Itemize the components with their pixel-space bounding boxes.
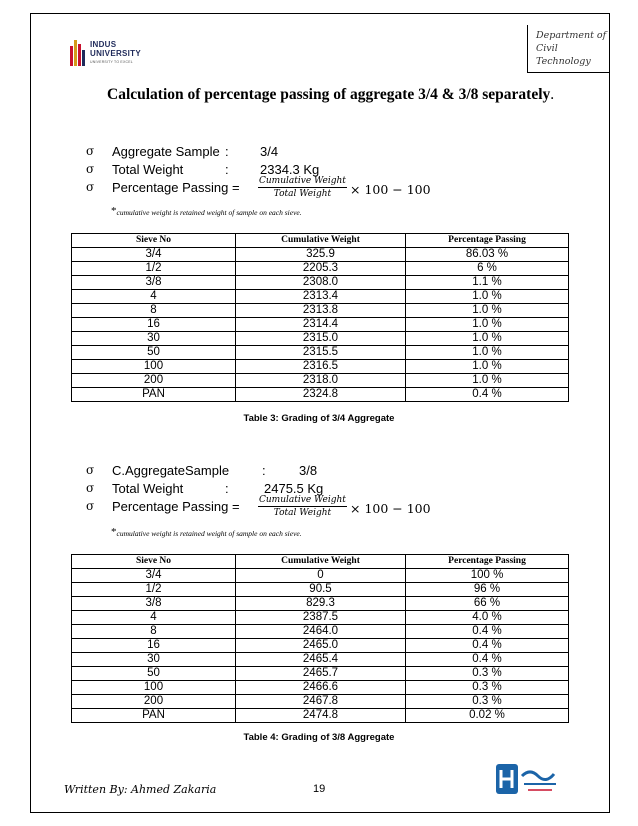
cell-percentage-passing: 100 % — [406, 569, 569, 583]
cell-percentage-passing: 6 % — [406, 262, 569, 276]
formula-tail: × 100 − 100 — [350, 182, 431, 197]
logo-tagline: UNIVERSITY TO EXCEL — [90, 60, 133, 64]
cell-cumulative-weight: 0 — [236, 569, 406, 583]
formula-fraction — [258, 176, 347, 200]
page-title — [107, 86, 554, 104]
table-header-row — [72, 555, 569, 569]
param-colon: : — [225, 481, 229, 496]
formula-denominator: Total Weight — [273, 508, 332, 518]
cell-cumulative-weight: 2465.0 — [236, 639, 406, 653]
cell-percentage-passing: 1.0 % — [406, 290, 569, 304]
table-row — [72, 290, 569, 304]
cell-cumulative-weight: 2465.7 — [236, 667, 406, 681]
cell-cumulative-weight: 2316.5 — [236, 360, 406, 374]
cell-sieve-no: 3/8 — [72, 597, 236, 611]
cell-cumulative-weight: 2467.8 — [236, 695, 406, 709]
cell-cumulative-weight: 2466.6 — [236, 681, 406, 695]
cell-cumulative-weight: 90.5 — [236, 583, 406, 597]
formula-label: Percentage Passing = — [112, 499, 240, 514]
table-row — [72, 639, 569, 653]
department-box — [527, 25, 610, 73]
cell-percentage-passing: 1.0 % — [406, 304, 569, 318]
bullet-icon: σ — [86, 499, 95, 513]
cell-cumulative-weight: 2315.0 — [236, 332, 406, 346]
cell-percentage-passing: 86.03 % — [406, 248, 569, 262]
table-row — [72, 304, 569, 318]
page-title-text: Calculation of percentage passing of aggregate 3/4 & 3/8 separately — [107, 86, 551, 103]
table-row — [72, 695, 569, 709]
note-asterisk: * — [111, 205, 117, 217]
cell-cumulative-weight: 2318.0 — [236, 374, 406, 388]
cell-cumulative-weight: 2313.8 — [236, 304, 406, 318]
cell-sieve-no: 8 — [72, 625, 236, 639]
table-row — [72, 388, 569, 402]
company-logo-icon — [494, 760, 564, 800]
cell-sieve-no: 1/2 — [72, 583, 236, 597]
page-title-period: . — [550, 86, 555, 103]
cell-percentage-passing: 0.3 % — [406, 695, 569, 709]
table-row — [72, 611, 569, 625]
logo-line1: INDUS — [90, 40, 117, 49]
cell-percentage-passing: 1.0 % — [406, 332, 569, 346]
formula-denominator: Total Weight — [273, 189, 332, 199]
cell-cumulative-weight: 2465.4 — [236, 653, 406, 667]
param-value: 2334.3 Kg — [260, 162, 320, 177]
cell-cumulative-weight: 2387.5 — [236, 611, 406, 625]
cell-sieve-no: 4 — [72, 611, 236, 625]
formula-numerator: Cumulative Weight — [259, 176, 346, 186]
cell-sieve-no: PAN — [72, 709, 236, 723]
cell-sieve-no: 200 — [72, 695, 236, 709]
cell-percentage-passing: 0.02 % — [406, 709, 569, 723]
table-row — [72, 583, 569, 597]
cell-sieve-no: 200 — [72, 374, 236, 388]
cell-percentage-passing: 0.3 % — [406, 681, 569, 695]
table-caption: Table 4: Grading of 3/8 Aggregate — [243, 732, 395, 743]
note-text: cumulative weight is retained weight of sample on each sieve. — [116, 529, 302, 538]
table-row — [72, 709, 569, 723]
table-row — [72, 681, 569, 695]
param-value: 3/8 — [299, 463, 318, 478]
cell-cumulative-weight: 2313.4 — [236, 290, 406, 304]
table-row — [72, 318, 569, 332]
bullet-icon: σ — [86, 481, 95, 495]
header-sieve-no: Sieve No — [72, 555, 236, 569]
footer-author: Written By: Ahmed Zakaria — [64, 783, 217, 796]
param-label: Total Weight — [112, 162, 184, 177]
department-line: Department of — [536, 30, 607, 41]
param-colon: : — [225, 144, 229, 159]
note-text: cumulative weight is retained weight of sample on each sieve. — [116, 208, 302, 217]
cell-percentage-passing: 1.0 % — [406, 374, 569, 388]
formula-numerator: Cumulative Weight — [259, 495, 346, 505]
param-colon: : — [262, 463, 266, 478]
cell-sieve-no: 3/4 — [72, 569, 236, 583]
cell-percentage-passing: 1.1 % — [406, 276, 569, 290]
param-label: C.AggregateSample — [112, 463, 230, 478]
param-colon: : — [225, 162, 229, 177]
cell-cumulative-weight: 2474.8 — [236, 709, 406, 723]
param-label: Total Weight — [112, 481, 184, 496]
formula-tail: × 100 − 100 — [350, 501, 431, 516]
table-row — [72, 248, 569, 262]
cell-cumulative-weight: 2315.5 — [236, 346, 406, 360]
torch-icon — [70, 38, 86, 66]
table-row — [72, 653, 569, 667]
cell-percentage-passing: 1.0 % — [406, 360, 569, 374]
table-caption: Table 3: Grading of 3/4 Aggregate — [243, 413, 395, 424]
cell-percentage-passing: 0.4 % — [406, 639, 569, 653]
cell-percentage-passing: 1.0 % — [406, 346, 569, 360]
cell-sieve-no: 30 — [72, 332, 236, 346]
grading-table-3-8 — [71, 554, 569, 723]
indus-university-logo — [70, 36, 160, 70]
page-number: 19 — [313, 783, 326, 795]
param-row — [86, 144, 446, 162]
cell-percentage-passing: 1.0 % — [406, 318, 569, 332]
formula-fraction — [258, 495, 347, 519]
cell-cumulative-weight: 829.3 — [236, 597, 406, 611]
param-value: 3/4 — [260, 144, 279, 159]
table-row — [72, 262, 569, 276]
cumulative-note — [111, 526, 302, 538]
cell-sieve-no: 3/8 — [72, 276, 236, 290]
bullet-icon: σ — [86, 162, 95, 176]
cell-cumulative-weight: 2308.0 — [236, 276, 406, 290]
cell-percentage-passing: 0.4 % — [406, 625, 569, 639]
cell-cumulative-weight: 325.9 — [236, 248, 406, 262]
table-row — [72, 346, 569, 360]
table-row — [72, 374, 569, 388]
formula-label: Percentage Passing = — [112, 180, 240, 195]
param-row — [86, 463, 446, 481]
header-cumulative-weight: Cumulative Weight — [236, 234, 406, 248]
bullet-icon: σ — [86, 463, 95, 477]
header-percentage-passing: Percentage Passing — [406, 234, 569, 248]
header-cumulative-weight: Cumulative Weight — [236, 555, 406, 569]
bullet-icon: σ — [86, 180, 95, 194]
cell-cumulative-weight: 2324.8 — [236, 388, 406, 402]
cell-sieve-no: 4 — [72, 290, 236, 304]
cell-sieve-no: 3/4 — [72, 248, 236, 262]
cell-cumulative-weight: 2464.0 — [236, 625, 406, 639]
param-value: 2475.5 Kg — [264, 481, 324, 496]
table-header-row — [72, 234, 569, 248]
cell-percentage-passing: 0.4 % — [406, 653, 569, 667]
table-row — [72, 569, 569, 583]
table-row — [72, 332, 569, 346]
department-line: Civil — [536, 43, 558, 54]
cell-sieve-no: 16 — [72, 318, 236, 332]
cell-percentage-passing: 66 % — [406, 597, 569, 611]
cell-sieve-no: 100 — [72, 681, 236, 695]
cell-percentage-passing: 0.4 % — [406, 388, 569, 402]
cell-sieve-no: 50 — [72, 667, 236, 681]
logo-line2: UNIVERSITY — [90, 49, 142, 58]
cell-cumulative-weight: 2205.3 — [236, 262, 406, 276]
cell-sieve-no: 100 — [72, 360, 236, 374]
table-row — [72, 625, 569, 639]
cell-sieve-no: 1/2 — [72, 262, 236, 276]
cell-sieve-no: 50 — [72, 346, 236, 360]
cell-sieve-no: 8 — [72, 304, 236, 318]
note-asterisk: * — [111, 526, 117, 538]
cell-sieve-no: PAN — [72, 388, 236, 402]
param-label: Aggregate Sample — [112, 144, 220, 159]
header-percentage-passing: Percentage Passing — [406, 555, 569, 569]
header-sieve-no: Sieve No — [72, 234, 236, 248]
bullet-icon: σ — [86, 144, 95, 158]
table-row — [72, 360, 569, 374]
cell-sieve-no: 30 — [72, 653, 236, 667]
cell-percentage-passing: 4.0 % — [406, 611, 569, 625]
table-row — [72, 667, 569, 681]
cell-percentage-passing: 96 % — [406, 583, 569, 597]
table-row — [72, 276, 569, 290]
cell-cumulative-weight: 2314.4 — [236, 318, 406, 332]
grading-table-3-4 — [71, 233, 569, 402]
cell-percentage-passing: 0.3 % — [406, 667, 569, 681]
cell-sieve-no: 16 — [72, 639, 236, 653]
table-row — [72, 597, 569, 611]
cumulative-note — [111, 205, 302, 217]
department-line: Technology — [536, 56, 591, 67]
